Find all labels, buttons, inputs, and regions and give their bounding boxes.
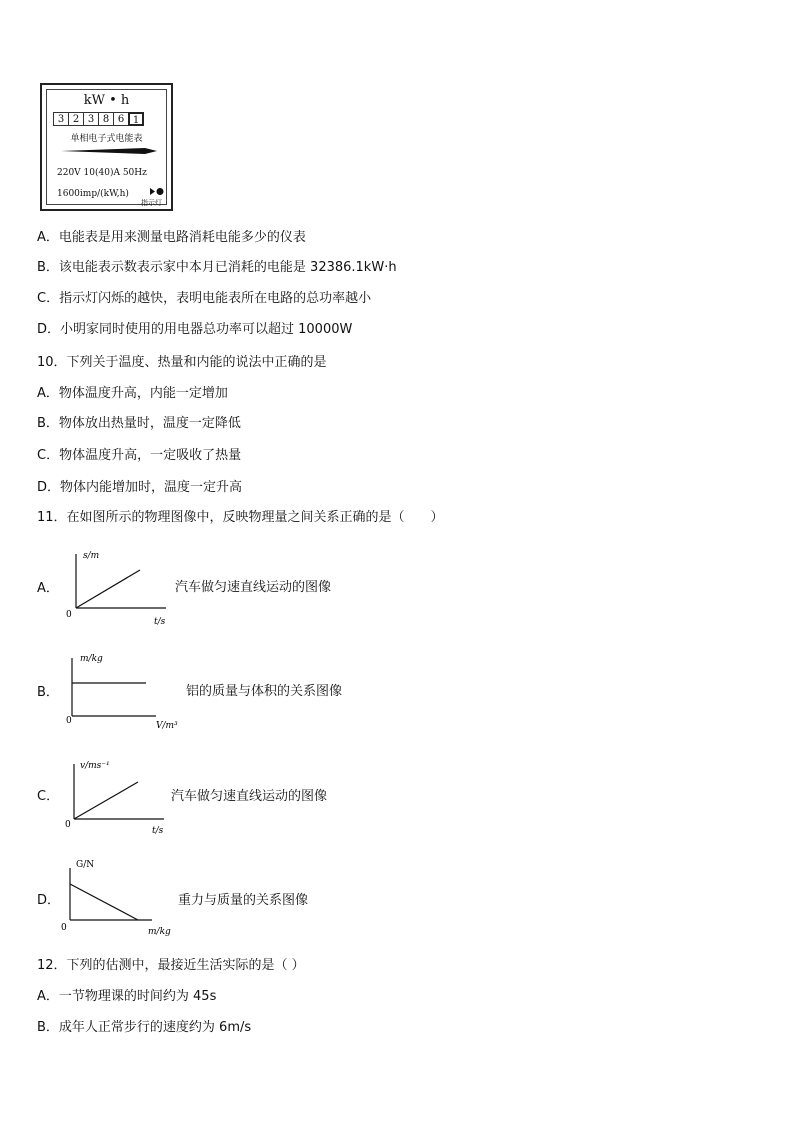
graph-c-xlabel: t/s [152,826,164,836]
graph-c-ylabel: v/ms⁻¹ [80,761,110,771]
q11-graph-b [56,650,182,732]
q10-option-d: D．物体内能增加时，温度一定升高 [37,480,243,495]
q11-option-c-letter: C． [37,789,60,804]
q11-graph-a-caption: 汽车做匀速直线运动的图像 [175,580,332,595]
graph-a-xlabel: t/s [154,617,166,627]
indicator-light-icon [149,187,165,196]
q10-option-c: C．物体温度升高，一定吸收了热量 [37,448,242,463]
meter-digit: 2 [68,112,84,126]
q11-question: 11．在如图所示的物理图像中，反映物理量之间关系正确的是（ ） [37,510,444,525]
q10-option-b: B．物体放出热量时，温度一定降低 [37,416,241,431]
q11-graph-d [58,856,182,938]
meter-name: 单相电子式电能表 [70,134,143,144]
q11-graph-a [62,546,172,628]
q11-graph-c-caption: 汽车做匀速直线运动的图像 [171,789,328,804]
q12-option-b: B．成年人正常步行的速度约为 6m/s [37,1020,252,1035]
q10-option-a: A．物体温度升高，内能一定增加 [37,386,228,401]
graph-d-origin: 0 [61,923,67,933]
electric-meter-figure [40,83,173,211]
q11-graph-c [62,756,172,838]
q11-graph-b-caption: 铝的质量与体积的关系图像 [186,684,343,699]
q12-question: 12．下列的估测中，最接近生活实际的是（ ） [37,958,305,973]
meter-digits [53,112,143,126]
q11-option-b-letter: B． [37,685,59,700]
meter-impulse: 1600imp/(kW,h) [57,189,129,199]
meter-digit: 8 [98,112,114,126]
q10-question: 10．下列关于温度、热量和内能的说法中正确的是 [37,355,327,370]
q9-option-d: D．小明家同时使用的用电器总功率可以超过 10000W [37,322,353,337]
meter-arrow-icon [61,146,157,156]
graph-c-origin: 0 [65,820,71,830]
graph-a-origin: 0 [66,610,72,620]
q12-option-a: A．一节物理课的时间约为 45s [37,989,217,1004]
meter-digit: 3 [53,112,69,126]
meter-digit-decimal: 1 [128,112,144,126]
q11-option-a-letter: A． [37,581,59,596]
meter-unit: kW • h [83,93,130,108]
q11-graph-d-caption: 重力与质量的关系图像 [178,893,309,908]
graph-b-ylabel: m/kg [80,654,103,664]
q9-option-b: B．该电能表示数表示家中本月已消耗的电能是 32386.1kW·h [37,260,397,275]
meter-spec: 220V 10(40)A 50Hz [57,168,147,178]
q9-option-c: C．指示灯闪烁的越快，表明电能表所在电路的总功率越小 [37,291,372,306]
meter-digit: 3 [83,112,99,126]
graph-b-xlabel: V/m³ [156,721,178,731]
graph-a-ylabel: s/m [83,551,100,561]
q11-option-d-letter: D． [37,893,61,908]
graph-d-ylabel: G/N [76,860,95,870]
q9-option-a: A．电能表是用来测量电路消耗电能多少的仪表 [37,230,306,245]
meter-indicator-label: 指示灯 [141,199,162,207]
meter-panel [46,89,167,205]
graph-d-xlabel: m/kg [148,927,171,937]
graph-b-origin: 0 [66,716,72,726]
meter-digit: 6 [113,112,129,126]
